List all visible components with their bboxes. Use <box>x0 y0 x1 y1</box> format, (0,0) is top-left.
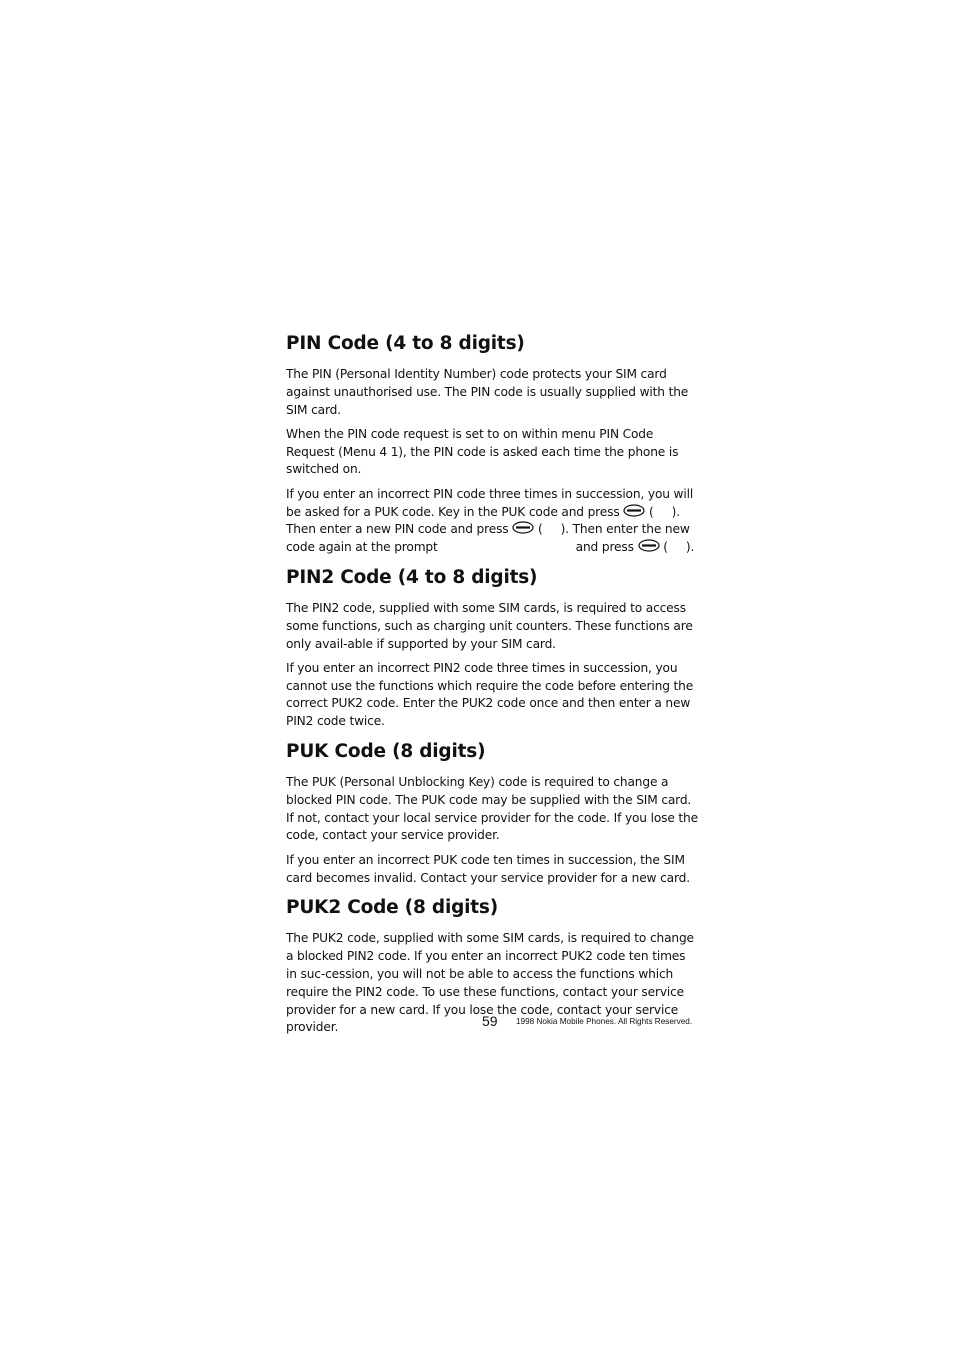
paragraph: The PIN2 code, supplied with some SIM cards, is required to access some functions, such as charging unit counters. These functions are only avail-able if supported by your SIM card. <box>286 600 693 651</box>
paragraph: The PUK (Personal Unblocking Key) code is required to change a blocked PIN code. The PUK code may be supplied with the SIM card. If not, contact your local service provider for the code. If you lose the code, contact your service provider. <box>286 775 698 843</box>
page-number: 59 <box>482 1013 498 1029</box>
copyright-notice: 1998 Nokia Mobile Phones. All Rights Reserved. <box>516 1017 693 1026</box>
text-run: ). <box>685 540 695 555</box>
section-puk-code <box>286 739 698 887</box>
section-title: PUK Code (8 digits) <box>286 741 486 763</box>
selection-key-icon <box>638 539 660 552</box>
section-pin-code <box>286 331 698 557</box>
selection-key-icon <box>623 504 645 517</box>
paragraph: If you enter an incorrect PIN2 code three times in succession, you cannot use the functions which require the code before entering the correct PUK2 code. Enter the PUK2 code once and then enter a new PIN2 code twice. <box>286 660 694 729</box>
paragraph: The PIN (Personal Identity Number) code protects your SIM card against unauthorised use. The PIN code is usually supplied with the SIM card. <box>286 367 689 417</box>
page-footer <box>482 1013 698 1033</box>
text-run: and press <box>575 540 638 555</box>
paragraph: The PUK2 code, supplied with some SIM cards, is required to change a blocked PIN2 code. If you enter an incorrect PUK2 code ten times in suc-cession, you will not be able to access the functions which require the PIN2 code. To use these functions, contact your service provider for a new card. If you lose the code, contact your service provider. <box>286 931 694 1035</box>
text-run: ( <box>537 522 543 537</box>
section-title: PIN2 Code (4 to 8 digits) <box>286 566 538 588</box>
text-run: ( <box>663 540 668 555</box>
text-run: ). Then enter the new code again at the prompt <box>286 522 690 555</box>
section-title: PIN Code (4 to 8 digits) <box>286 333 525 354</box>
selection-key-icon <box>512 521 534 534</box>
paragraph: When the PIN code request is set to on within menu PIN Code Request (Menu 4 1), the PIN code is asked each time the phone is switched on. <box>286 426 679 477</box>
paragraph <box>286 486 698 557</box>
document-body <box>286 331 698 1045</box>
text-run: ( <box>648 504 654 519</box>
section-pin2-code <box>286 565 698 731</box>
text-run: If you enter an incorrect PIN code three times in succession, you will be asked for a PUK code. Key in the PUK code and press <box>286 486 694 519</box>
section-title: PUK2 Code (8 digits) <box>286 897 498 919</box>
text-run: ). Then enter a new PIN code and press <box>286 504 680 537</box>
paragraph: If you enter an incorrect PUK code ten times in succession, the SIM card becomes invalid. Contact your service provider for a new card. <box>286 852 690 885</box>
